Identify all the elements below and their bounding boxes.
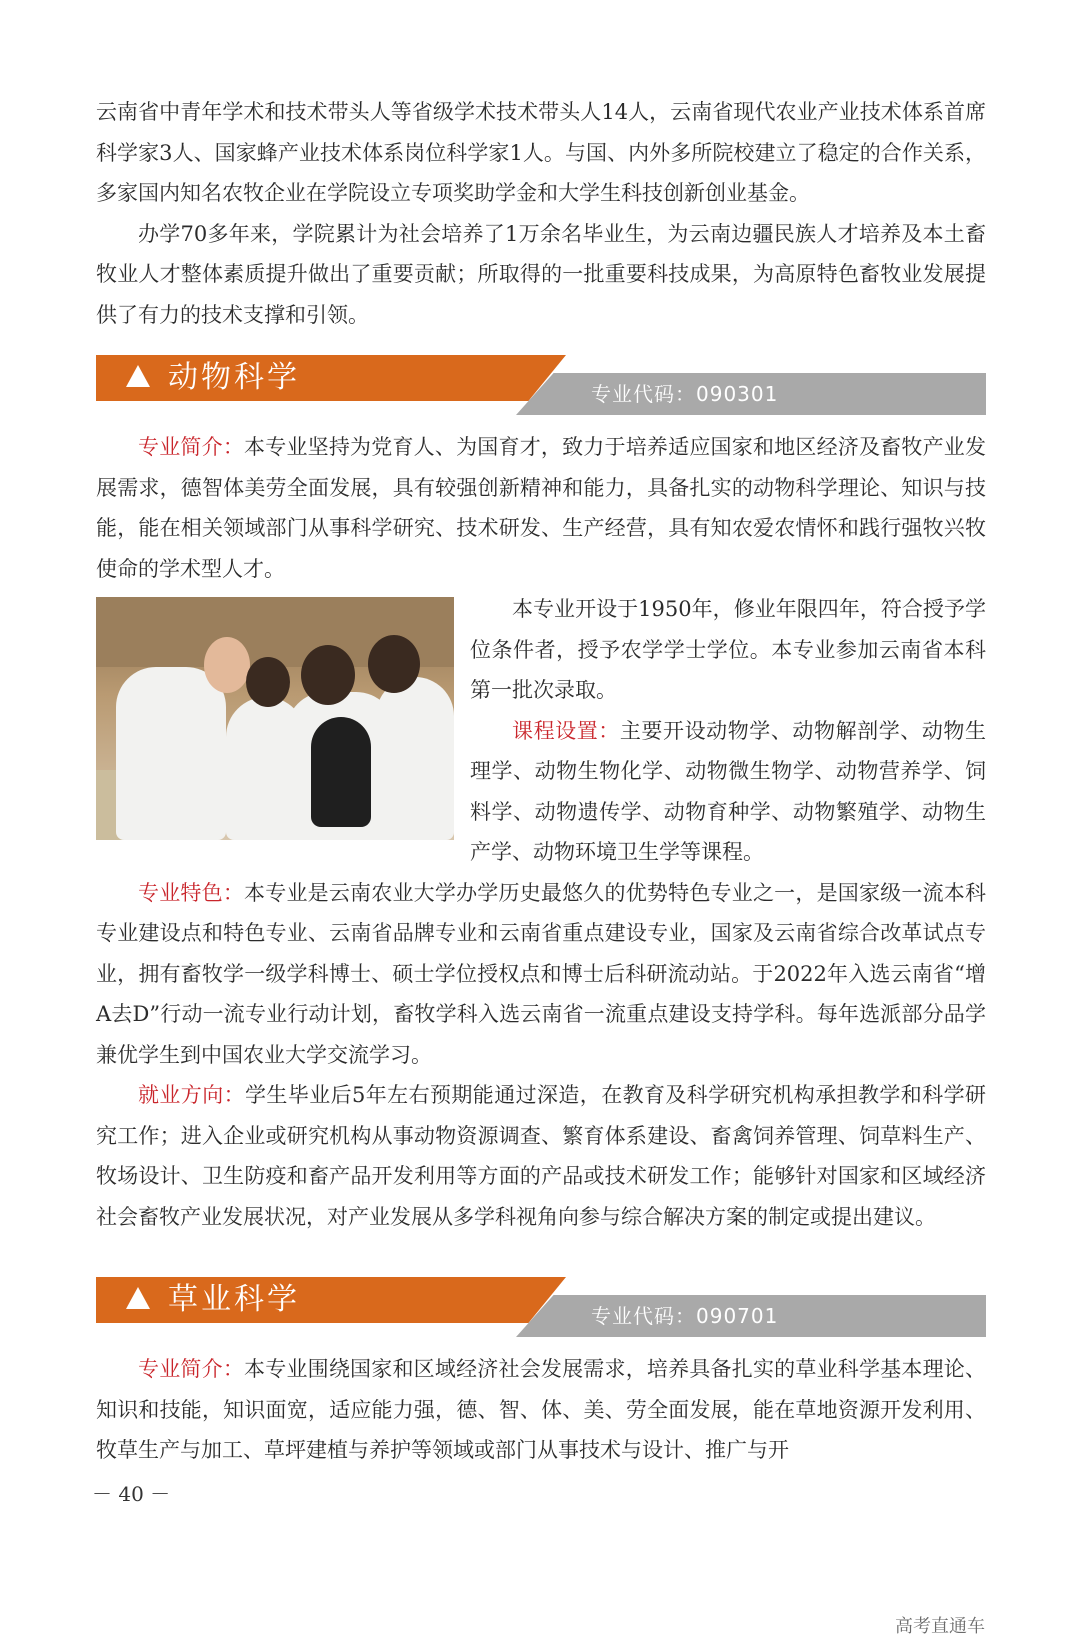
career-text: 学生毕业后5年左右预期能通过深造，在教育及科学研究机构承担教学和科学研究工作；进入企业或研究机构从事动物资源调查、繁育体系建设、畜禽饲养管理、饲草料生产、牧场设计、卫生防疫和畜产品开发利用等方面的产品或技术研发工作；能够针对国家和区域经济社会畜牧产业发展状况，对产业发展从多学科视角向参与综合解决方案的制定或提出建议。 <box>96 1083 987 1229</box>
grassland-science-intro <box>96 1349 986 1471</box>
feature-text: 本专业是云南农业大学办学历史最悠久的优势特色专业之一，是国家级一流本科专业建设点和特色专业、云南省品牌专业和云南省重点建设专业，国家及云南省综合改革试点专业，拥有畜牧学一级学科博士、硕士学位授权点和博士后科研流动站。于2022年入选云南省“增A去D”行动一流专业行动计划，畜牧学科入选云南省一流重点建设支持学科。每年选派部分品学兼优学生到中国农业大学交流学习。 <box>96 880 987 1067</box>
intro-label: 专业简介： <box>138 1357 245 1381</box>
photo-head-4 <box>368 635 420 693</box>
animal-science-careers <box>96 1075 986 1237</box>
courses-label: 课程设置： <box>512 718 620 743</box>
section-title: 动物科学 <box>168 360 300 395</box>
watermark: 高考直通车 <box>895 1616 985 1637</box>
animal-science-intro <box>96 427 986 589</box>
triangle-icon <box>126 1287 150 1309</box>
photo-head-2 <box>246 657 290 707</box>
photo-face-1 <box>204 637 250 693</box>
photo-head-3 <box>301 645 355 705</box>
page-number: － 40 － <box>92 1482 171 1506</box>
section-header-grassland-science <box>96 1277 986 1337</box>
major-code: 专业代码：090701 <box>591 1304 779 1328</box>
triangle-icon <box>126 365 150 387</box>
feature-label: 专业特色： <box>138 880 245 905</box>
intro-paragraph-1: 云南省中青年学术和技术带头人等省级学术技术带头人14人，云南省现代农业产业技术体系首席科学家3人、国家蜂产业技术体系岗位科学家1人。与国、内外多所院校建立了稳定的合作关系，多家国内知名农牧企业在学院设立专项奖助学金和大学生科技创新创业基金。 <box>96 100 986 205</box>
animal-science-history: 本专业开设于1950年，修业年限四年，符合授予学位条件者，授予农学学士学位。本专业参加云南省本科第一批次录取。 <box>470 597 986 702</box>
intro-paragraph-2: 办学70多年来，学院累计为社会培养了1万余名毕业生，为云南边疆民族人才培养及本土畜牧业人才整体素质提升做出了重要贡献；所取得的一批重要科技成果，为高原特色畜牧业发展提供了有力的技术支撑和引领。 <box>96 221 986 327</box>
major-code: 专业代码：090301 <box>591 382 779 406</box>
intro-text: 本专业围绕国家和区域经济社会发展需求，培养具备扎实的草业科学基本理论、知识和技能，知识面宽，适应能力强，德、智、体、美、劳全面发展，能在草地资源开发利用、牧草生产与加工、草坪建植与养护等领域或部门从事技术与设计、推广与开 <box>96 1357 987 1462</box>
section-title-band <box>96 1277 566 1323</box>
animal-science-features <box>96 873 986 1076</box>
intro-text: 本专业坚持为党育人、为国育才，致力于培养适应国家和地区经济及畜牧产业发展需求，德智体美劳全面发展，具有较强创新精神和能力，具备扎实的动物科学理论、知识与技能，能在相关领域部门从事科学研究、技术研发、生产经营，具有知农爱农情怀和践行强牧兴牧使命的学术型人才。 <box>96 435 987 581</box>
section-title: 草业科学 <box>168 1282 300 1317</box>
career-label: 就业方向： <box>138 1083 246 1107</box>
section-title-band <box>96 355 566 401</box>
photo-person-4 <box>376 677 454 840</box>
page-content <box>96 92 986 1471</box>
courses-text: 主要开设动物学、动物解剖学、动物生理学、动物生物化学、动物微生物学、动物营养学、饲料学、动物遗传学、动物育种学、动物繁殖学、动物生产学、动物环境卫生学等课程。 <box>470 718 987 864</box>
lab-students-photo <box>96 597 454 840</box>
intro-label: 专业简介： <box>138 435 245 459</box>
photo-person-1 <box>116 667 226 840</box>
photo-animal <box>311 717 371 827</box>
section-header-animal-science <box>96 355 986 415</box>
